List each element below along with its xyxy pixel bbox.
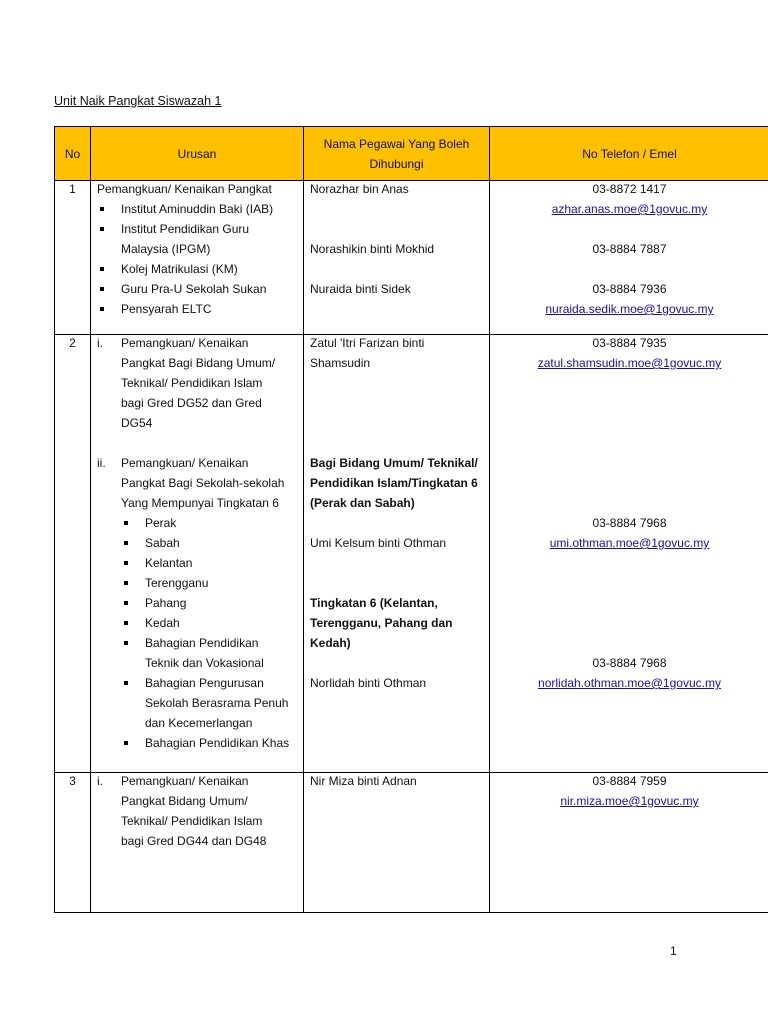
bullet-icon — [124, 521, 128, 525]
row-number: 2 — [69, 336, 76, 350]
bullet-icon — [124, 581, 128, 585]
contact-name: Norazhar bin Anas — [310, 182, 409, 196]
phone-number: 03-8884 7959 — [592, 774, 667, 788]
list-item: Bahagian Pendidikan — [145, 636, 259, 650]
list-marker: ii. — [97, 456, 106, 470]
group-heading: Tingkatan 6 (Kelantan, — [310, 596, 438, 610]
row-number: 1 — [69, 182, 76, 196]
urusan-line: Pangkat Bagi Bidang Umum/ — [121, 356, 276, 370]
urusan-line: bagi Gred DG52 dan Gred — [121, 396, 262, 410]
page-number: 1 — [670, 944, 677, 958]
bullet-icon — [100, 227, 104, 231]
bullet-icon — [124, 681, 128, 685]
list-item: Kelantan — [145, 556, 193, 570]
urusan-line: Pemangkuan/ Kenaikan — [121, 456, 249, 470]
phone-number: 03-8884 7887 — [592, 242, 667, 256]
tel-cell — [490, 773, 768, 913]
list-item: Kolej Matrikulasi (KM) — [121, 262, 238, 276]
contact-name: Norlidah binti Othman — [310, 676, 427, 690]
bullet-icon — [124, 561, 128, 565]
contact-name: Nuraida binti Sidek — [310, 282, 411, 296]
nama-cell — [304, 335, 490, 773]
header-nama — [304, 127, 490, 181]
phone-number: 03-8884 7968 — [592, 516, 667, 530]
list-item: Malaysia (IPGM) — [121, 242, 211, 256]
list-item: Pahang — [145, 596, 187, 610]
table-row — [55, 181, 768, 335]
group-heading: (Perak dan Sabah) — [310, 496, 415, 510]
list-item: Kedah — [145, 616, 180, 630]
table-row — [55, 773, 768, 913]
list-item: Bahagian Pendidikan Khas — [145, 736, 290, 750]
email-link[interactable]: azhar.anas.moe@1govuc.my — [551, 202, 708, 216]
bullet-icon — [100, 267, 104, 271]
bullet-icon — [124, 641, 128, 645]
list-item: Institut Aminuddin Baki (IAB) — [121, 202, 274, 216]
group-heading: Bagi Bidang Umum/ Teknikal/ — [310, 456, 478, 470]
urusan-cell — [91, 335, 304, 773]
list-item: Terengganu — [145, 576, 209, 590]
urusan-line: Teknikal/ Pendidikan Islam — [121, 376, 263, 390]
table-header-row — [55, 127, 768, 181]
bullet-icon — [100, 207, 104, 211]
email-link[interactable]: nuraida.sedik.moe@1govuc.my — [545, 302, 714, 316]
urusan-line: Pemangkuan/ Kenaikan — [121, 774, 249, 788]
email-link[interactable]: norlidah.othman.moe@1govuc.my — [538, 676, 721, 690]
list-item: dan Kecemerlangan — [145, 716, 253, 730]
header-nama-line1: Nama Pegawai Yang Boleh — [323, 136, 470, 151]
urusan-line: Yang Mempunyai Tingkatan 6 — [121, 496, 279, 510]
row-number-cell — [55, 773, 91, 913]
list-marker: i. — [97, 336, 103, 350]
urusan-cell — [91, 181, 304, 335]
row-number: 3 — [69, 774, 76, 788]
list-item: Sabah — [145, 536, 180, 550]
tel-cell — [490, 335, 768, 773]
nama-cell — [304, 181, 490, 335]
contact-name: Nir Miza binti Adnan — [310, 774, 417, 788]
phone-number: 03-8884 7935 — [592, 336, 667, 350]
contact-name: Norashikin binti Mokhid — [310, 242, 435, 256]
row-number-cell — [55, 181, 91, 335]
contact-name: Zatul 'Itri Farizan binti — [310, 336, 425, 350]
contacts-table — [54, 126, 768, 913]
urusan-line: Pemangkuan/ Kenaikan — [121, 336, 249, 350]
table-row — [55, 335, 768, 773]
group-heading: Terengganu, Pahang dan — [310, 616, 453, 630]
list-item: Institut Pendidikan Guru — [121, 222, 250, 236]
header-nama-line2: Dihubungi — [369, 156, 424, 171]
row-number-cell — [55, 335, 91, 773]
header-urusan: Urusan — [91, 127, 304, 181]
group-heading: Pendidikan Islam/Tingkatan 6 — [310, 476, 478, 490]
page-title: Unit Naik Pangkat Siswazah 1 — [54, 94, 222, 108]
list-item: Bahagian Pengurusan — [145, 676, 264, 690]
list-marker: i. — [97, 774, 103, 788]
bullet-icon — [124, 601, 128, 605]
list-item: Teknik dan Vokasional — [145, 656, 264, 670]
urusan-line: Teknikal/ Pendidikan Islam — [121, 814, 263, 828]
nama-cell — [304, 773, 490, 913]
bullet-icon — [100, 287, 104, 291]
urusan-cell — [91, 773, 304, 913]
phone-number: 03-8884 7936 — [592, 282, 667, 296]
group-heading: Kedah) — [310, 636, 351, 650]
urusan-line: DG54 — [121, 416, 153, 430]
bullet-icon — [124, 621, 128, 625]
list-item: Pensyarah ELTC — [121, 302, 212, 316]
bullet-icon — [124, 541, 128, 545]
header-no: No — [55, 127, 91, 181]
urusan-line: Pangkat Bidang Umum/ — [121, 794, 248, 808]
list-item: Sekolah Berasrama Penuh — [145, 696, 289, 710]
tel-cell — [490, 181, 768, 335]
contact-name: Shamsudin — [310, 356, 371, 370]
phone-number: 03-8872 1417 — [592, 182, 667, 196]
contact-name: Umi Kelsum binti Othman — [310, 536, 447, 550]
list-item: Guru Pra-U Sekolah Sukan — [121, 282, 267, 296]
bullet-icon — [100, 307, 104, 311]
urusan-line: Pangkat Bagi Sekolah-sekolah — [121, 476, 285, 490]
email-link[interactable]: umi.othman.moe@1govuc.my — [549, 536, 710, 550]
bullet-icon — [124, 741, 128, 745]
urusan-title: Pemangkuan/ Kenaikan Pangkat — [97, 182, 272, 196]
list-item: Perak — [145, 516, 177, 530]
urusan-line: bagi Gred DG44 dan DG48 — [121, 834, 267, 848]
email-link[interactable]: zatul.shamsudin.moe@1govuc.my — [537, 356, 722, 370]
header-tel: No Telefon / Emel — [490, 127, 768, 181]
email-link[interactable]: nir.miza.moe@1govuc.my — [560, 794, 699, 808]
phone-number: 03-8884 7968 — [592, 656, 667, 670]
